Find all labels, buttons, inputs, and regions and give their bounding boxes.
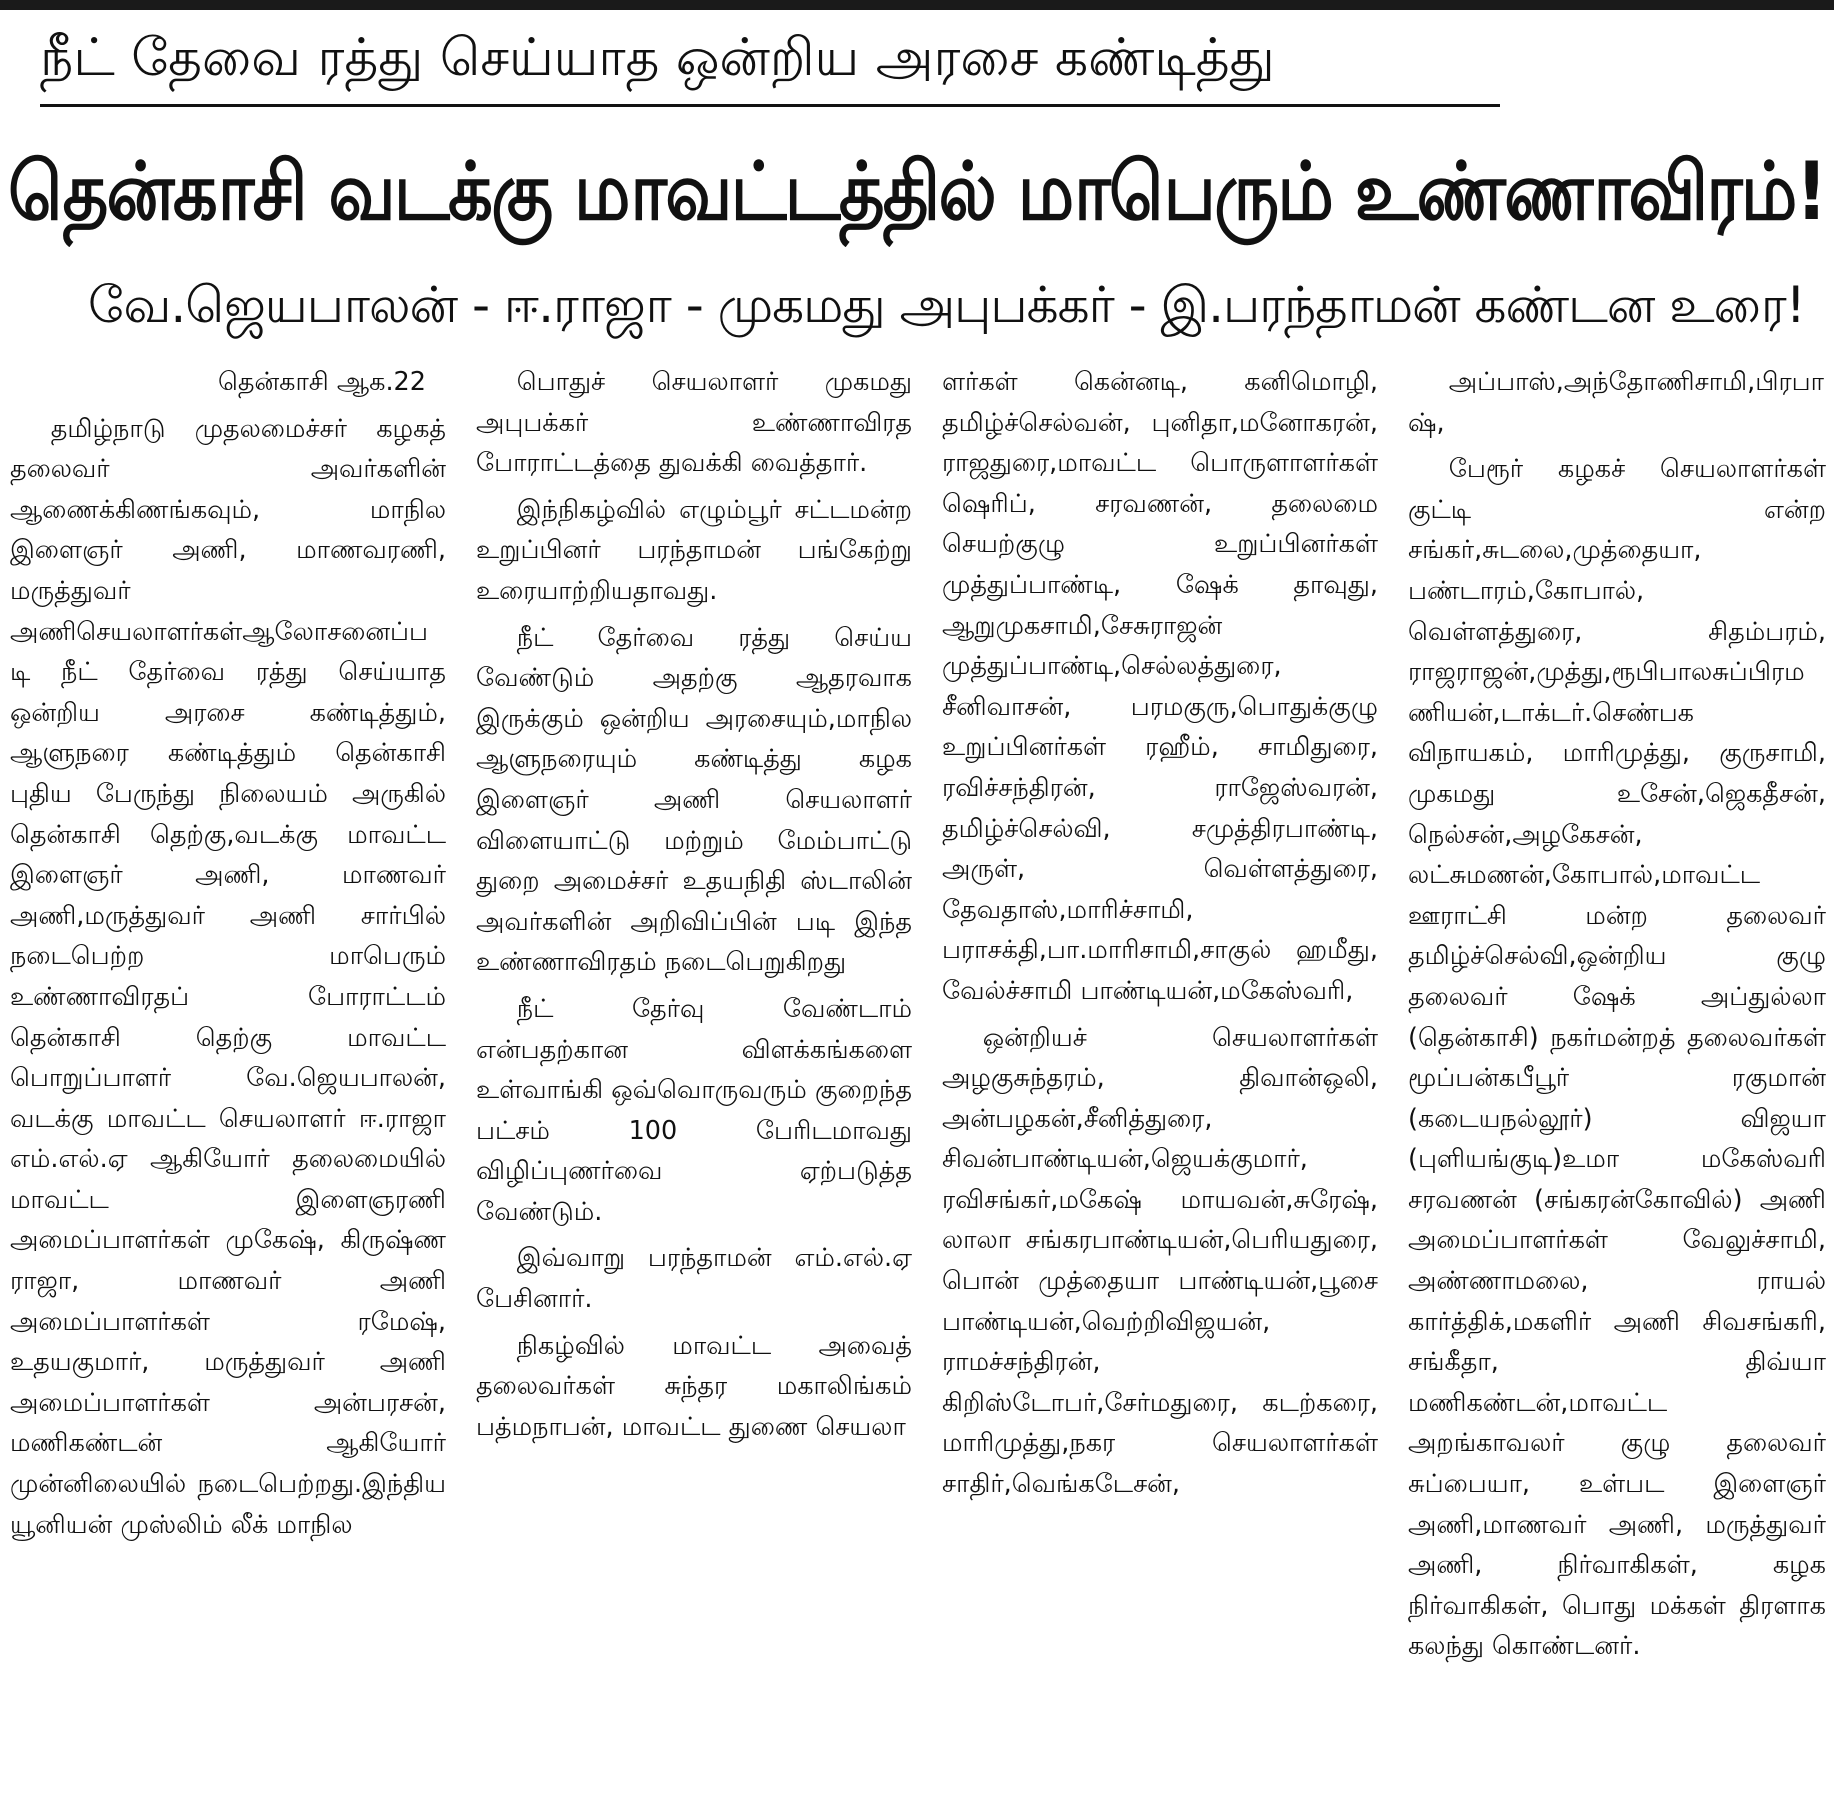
article-paragraph: அப்பாஸ்,அந்தோணிசாமி,பிரபாஷ், bbox=[1408, 367, 1824, 438]
article-column-4 bbox=[1408, 362, 1826, 1792]
article-column-3 bbox=[942, 362, 1378, 1792]
article-paragraph: நீட் தேர்வு வேண்டாம் என்பதற்கான விளக்கங்களை உள்வாங்கி ஒவ்வொருவரும் குறைந்த பட்சம் 100 பேரிடமாவது விழிப்புணர்வை ஏற்படுத்த வேண்டும். bbox=[476, 993, 912, 1227]
kicker-headline: நீட் தேவை ரத்து செய்யாத ஒன்றிய அரசை கண்டித்து bbox=[40, 18, 1500, 107]
article-column-1 bbox=[10, 362, 446, 1792]
article-paragraph: ஒன்றியச் செயலாளர்கள் அழகுசுந்தரம், திவான்ஒலி, அன்பழகன்,சீனித்துரை, சிவன்பாண்டியன்,ஜெயக்குமார், ரவிசங்கர்,மகேஷ் மாயவன்,சுரேஷ், லாலா சங்கரபாண்டியன்,பெரியதுரை, பொன் முத்தையா பாண்டியன்,பூசை பாண்டியன்,வெற்றிவிஜயன், ராமச்சந்திரன், கிறிஸ்டோபர்,சேர்மதுரை, கடற்கரை, மாரிமுத்து,நகர செயலாளர்கள் சாதிர்,வெங்கடேசன், bbox=[942, 1022, 1378, 1500]
article-paragraph: நீட் தேர்வை ரத்து செய்ய வேண்டும் அதற்கு ஆதரவாக இருக்கும் ஒன்றிய அரசையும்,மாநில ஆளுநரையும் கண்டித்து கழக இளைஞர் அணி செயலாளர் விளையாட்டு மற்றும் மேம்பாட்டு துறை அமைச்சர் உதயநிதி ஸ்டாலின் அவர்களின் அறிவிப்பின் படி இந்த உண்ணாவிரதம் நடைபெறுகிறது bbox=[476, 622, 912, 978]
article-column-2 bbox=[476, 362, 912, 1792]
subheadline: வே.ஜெயபாலன் - ஈ.ராஜா - முகமது அபுபக்கர் - இ.பரந்தாமன் கண்டன உரை! bbox=[88, 276, 1805, 334]
article-paragraph: தமிழ்நாடு முதலமைச்சர் கழகத் தலைவர் அவர்களின் ஆணைக்கிணங்கவும், மாநில இளைஞர் அணி, மாணவரணி, மருத்துவர் அணிசெயலாளர்கள்ஆலோசனைப்படி நீட் தேர்வை ரத்து செய்யாத ஒன்றிய அரசை கண்டித்தும், ஆளுநரை கண்டித்தும் தென்காசி புதிய பேருந்து நிலையம் அருகில் தென்காசி தெற்கு,வடக்கு மாவட்ட இளைஞர் அணி, மாணவர் அணி,மருத்துவர் அணி சார்பில் நடைபெற்ற மாபெரும் உண்ணாவிரதப் போராட்டம் தென்காசி தெற்கு மாவட்ட பொறுப்பாளர் வே.ஜெயபாலன், வடக்கு மாவட்ட செயலாளர் ஈ.ராஜா எம்.எல்.ஏ ஆகியோர் தலைமையில் மாவட்ட இளைஞரணி அமைப்பாளர்கள் முகேஷ், கிருஷ்ண ராஜா, மாணவர் அணி அமைப்பாளர்கள் ரமேஷ், உதயகுமார், மருத்துவர் அணி அமைப்பாளர்கள் அன்பரசன், மணிகண்டன் ஆகியோர் முன்னிலையில் நடைபெற்றது.இந்திய யூனியன் முஸ்லிம் லீக் மாநில bbox=[10, 413, 446, 1540]
main-headline: தென்காசி வடக்கு மாவட்டத்தில் மாபெரும் உண்ணாவிரம்! bbox=[8, 145, 1826, 238]
top-rule bbox=[0, 0, 1834, 10]
dateline: தென்காசி ஆக.22 bbox=[217, 367, 426, 397]
article-paragraph: பேரூர் கழகச் செயலாளர்கள் குட்டி என்ற சங்கர்,சுடலை,முத்தையா, பண்டாரம்,கோபால், வெள்ளத்துரை, சிதம்பரம், ராஜராஜன்,முத்து,ரூபிபாலசுப்பிரமணியன்,டாக்டர்.செண்பக விநாயகம், மாரிமுத்து, குருசாமி, முகமது உசேன்,ஜெகதீசன், நெல்சன்,அழகேசன், லட்சுமணன்,கோபால்,மாவட்ட ஊராட்சி மன்ற தலைவர் தமிழ்ச்செல்வி,ஒன்றிய குழு தலைவர் ஷேக் அப்துல்லா (தென்காசி) நகர்மன்றத் தலைவர்கள் மூப்பன்கபீபூர் ரகுமான் (கடையநல்லூர்) விஜயா (புளியங்குடி)உமா மகேஸ்வரி சரவணன் (சங்கரன்கோவில்) அணி அமைப்பாளர்கள் வேலுச்சாமி, அண்ணாமலை, ராயல் கார்த்திக்,மகளிர் அணி சிவசங்கரி, சங்கீதா, திவ்யா மணிகண்டன்,மாவட்ட அறங்காவலர் குழு தலைவர் சுப்பையா, உள்பட இளைஞர் அணி,மாணவர் அணி, மருத்துவர் அணி, நிர்வாகிகள், கழக நிர்வாகிகள், பொது மக்கள் திரளாக கலந்து கொண்டனர். bbox=[1408, 454, 1826, 1662]
article-paragraph: இவ்வாறு பரந்தாமன் எம்.எல்.ஏ பேசினார். bbox=[476, 1243, 912, 1315]
article-paragraph: பொதுச் செயலாளர் முகமது அபுபக்கர் உண்ணாவிரத போராட்டத்தை துவக்கி வைத்தார். bbox=[476, 367, 912, 479]
article-paragraph: இந்நிகழ்வில் எழும்பூர் சட்டமன்ற உறுப்பினர் பரந்தாமன் பங்கேற்று உரையாற்றியதாவது. bbox=[476, 494, 912, 606]
article-body bbox=[10, 362, 1826, 1792]
article-paragraph: நிகழ்வில் மாவட்ட அவைத் தலைவர்கள் சுந்தர மகாலிங்கம் பத்மநாபன், மாவட்ட துணை செயலா bbox=[476, 1330, 912, 1442]
article-paragraph: ளர்கள் கென்னடி, கனிமொழி, தமிழ்ச்செல்வன், புனிதா,மனோகரன், ராஜதுரை,மாவட்ட பொருளாளர்கள் ஷெரிப், சரவணன், தலைமை செயற்குழு உறுப்பினர்கள் முத்துப்பாண்டி, ஷேக் தாவுது, ஆறுமுகசாமி,சேசுராஜன் முத்துப்பாண்டி,செல்லத்துரை, சீனிவாசன், பரமகுரு,பொதுக்குழு உறுப்பினர்கள் ரஹீம், சாமிதுரை, ரவிச்சந்திரன், ராஜேஸ்வரன், தமிழ்ச்செல்வி, சமுத்திரபாண்டி, அருள், வெள்ளத்துரை, தேவதாஸ்,மாரிச்சாமி, பராசக்தி,பா.மாரிசாமி,சாகுல் ஹமீது, வேல்ச்சாமி பாண்டியன்,மகேஸ்வரி, bbox=[942, 367, 1378, 1006]
